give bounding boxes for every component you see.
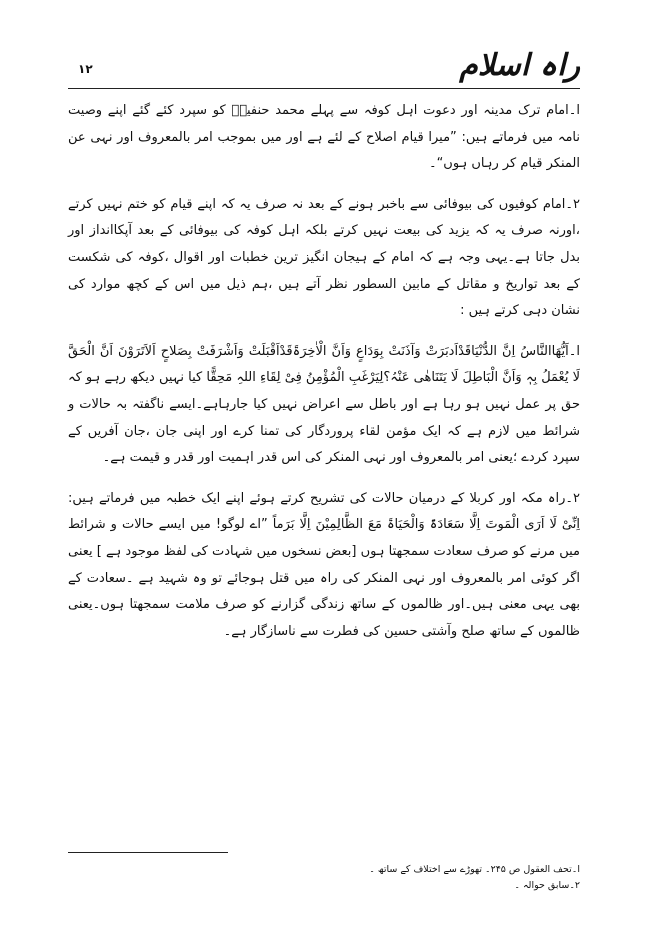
paragraph-1: ا۔امام ترک مدینہ اور دعوت اہل کوفہ سے پہلے محمد حنفیہؒ کو سپرد کئے گئے اپنے وصیت نامہ میں فرماتے ہیں: ”میرا قیام اصلاح کے لئے ہے اور میں بموجب امر بالمعروف اور نہی عن المنکر قیام کر رہاں ہوں“۔ xyxy=(68,103,580,172)
running-header xyxy=(68,44,580,88)
book-title: راہ اسلام xyxy=(459,48,580,83)
footnote-2: ۲۔سابق حوالہ ۔ xyxy=(514,880,580,891)
paragraph-3: ا۔اَیُّھَاالنَّاسُ اِنَّ الدُّنْیَاقَدْاَدبَرَتْ وَآذَنَتْ بِوَدَاعٍ وَاَنَّ الْاٰخِرَۃَقَدْاَقْبَلَتْ وَاَشْرَفَتْ بِصَلاحٍ اَلاَتَرَوْنَ اَنَّ الْحَقَّ لَا یُعْمَلُ بِہٖ وَاَنَّ الْبَاطِلَ لَا یَتَنَاھٰی عَنْہُ؟لِیَرْغَبِ الْمُؤْمِنُ فِیْ لِقَاءِ اللہِ مَحِقًّا کیا نہیں دیکھ رہے ہو کہ حق پر عمل نہیں ہو رہا ہے اور باطل سے اعراض نہیں کیا جارہاہے۔ایسے ناگفتہ بہ حالات و شرائط میں لازم ہے کہ ایک مؤمن لقاء پروردگار کی تمنا کرے اور اپنی جان ،جان آفریں کے سپرد کردے ؛یعنی امر بالمعروف اور نہی المنکر کی اس قدر اہمیت اور قدر و قیمت ہے۔ xyxy=(67,343,580,466)
footnotes xyxy=(68,862,580,894)
page-number: ۱۲ xyxy=(78,62,93,76)
footnote-1: ا۔تحف العقول ص ۲۴۵۔ تھوڑے سے اختلاف کے ساتھ ۔ xyxy=(369,864,580,875)
paragraph-2: ۲۔امام کوفیوں کی بیوفائی سے باخبر ہونے کے بعد نہ صرف یہ کہ اپنے قیام کو ختم نہیں کرتے ،اورنہ صرف یہ کہ یزید کی بیعت نہیں کرتے بلکہ اہل کوفہ کی بیوفائی کے بعد آپکاانداز اور بدل جاتا ہے۔یہی وجہ ہے کہ امام کے ہیجان انگیز ترین خطبات اور اقوال ،کوفہ کی شکست کے بعد تواریخ و مقاتل کے مابین السطور نظر آتے ہیں ،ہم ذیل میں اس کے کچھ موارد کی نشان دہی کرتے ہیں : xyxy=(68,196,580,319)
paragraph-4: ۲۔راہ مکہ اور کربلا کے درمیان حالات کی تشریح کرتے ہوئے اپنے ایک خطبہ میں فرماتے ہیں: اِنِّیْ لَا اَرَی الْمَوتَ اِلَّا سَعَادَۃً وَالْحَیَاۃَ مَعَ الظَّالِمِیْنَ اِلَّا بَرَماً ”اے لوگو! میں ایسے حالات و شرائط میں مرنے کو صرف سعادت سمجھتا ہوں [بعض نسخوں میں شہادت کی لفظ موجود ہے ] یعنی اگر کوئی امر بالمعروف اور نہی المنکر کی راہ میں قتل ہوجائے تو وہ شہید ہے ۔سعادت کے بھی یہی معنی ہیں۔اور ظالموں کے ساتھ زندگی گزارنے کو صرف ملامت سمجھتا ہوں۔یعنی ظالموں کے ساتھ صلح وآشتی حسین کی فطرت سے ناسازگار ہے۔ xyxy=(68,490,580,639)
body-text xyxy=(68,98,580,659)
footnote-rule xyxy=(68,852,228,853)
header-rule xyxy=(68,88,580,89)
